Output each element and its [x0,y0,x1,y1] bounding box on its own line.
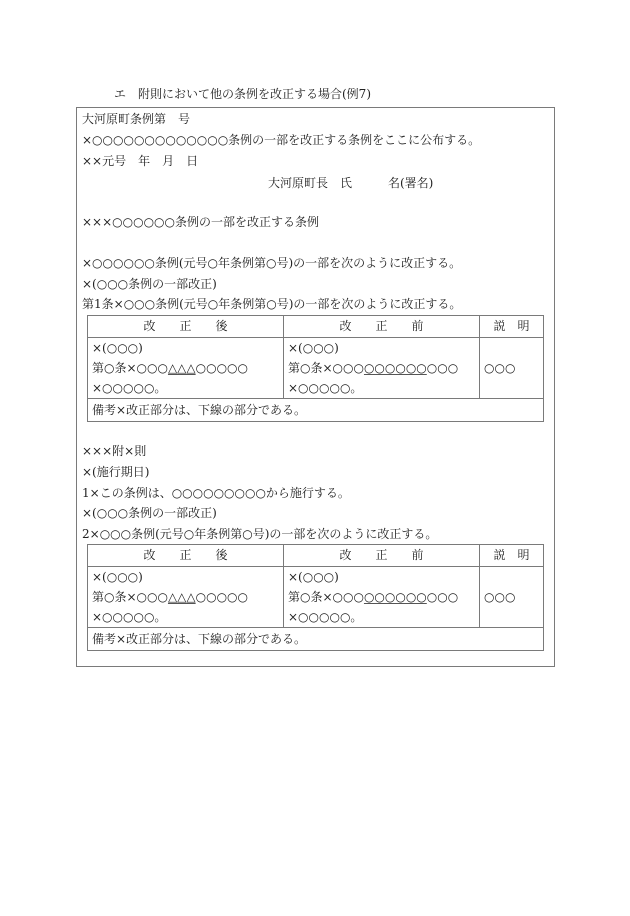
comparison-table-1 [87,315,544,422]
table-note-row [88,399,544,422]
after-line2-suffix: ○○○○○ [195,590,248,604]
section-heading: エ 附則において他の条例を改正する場合(例7) [114,87,371,101]
cell-before [284,338,480,399]
ordinance-title: ×××○○○○○○条例の一部を改正する条例 [82,215,319,229]
after-line2 [92,358,279,378]
item2-caption: ×(○○○条例の一部改正) [82,506,217,520]
cell-explanation: ○○○ [480,567,544,628]
table-note: 備考×改正部分は、下線の部分である。 [88,628,544,651]
main-clause: ×○○○○○○条例(元号○年条例第○号)の一部を次のように改正する。 [82,256,462,270]
table-note: 備考×改正部分は、下線の部分である。 [88,399,544,422]
table-row [88,338,544,399]
header-after: 改 正 後 [88,316,284,338]
after-line3: ×○○○○○。 [92,610,167,624]
after-underlined-part: △△△ [167,361,196,375]
after-line2-prefix: 第○条×○○○ [92,590,168,604]
table-header-row [88,545,544,567]
after-line1: ×(○○○) [92,570,143,584]
before-line2-prefix: 第○条×○○○ [288,590,364,604]
effective-date-text: 1×この条例は、○○○○○○○○○から施行する。 [82,486,350,500]
mayor-signature: 大河原町長 氏 名(署名) [268,176,434,190]
after-line2-suffix: ○○○○○ [195,361,248,375]
after-line1: ×(○○○) [92,341,143,355]
promulgation-text: ×○○○○○○○○○○○○○条例の一部を改正する条例をここに公布する。 [82,133,481,147]
before-underlined-part: ○○○○○○ [363,361,427,375]
cell-explanation: ○○○ [480,338,544,399]
before-line3: ×○○○○○。 [288,610,363,624]
table-row [88,567,544,628]
cell-after [88,338,284,399]
article1-caption: ×(○○○条例の一部改正) [82,277,217,291]
effective-date-caption: ×(施行期日) [82,465,150,479]
after-underlined-part: △△△ [167,590,196,604]
cell-before [284,567,480,628]
ordinance-number: 大河原町条例第 号 [82,112,191,126]
table-header-row [88,316,544,338]
header-explanation: 説 明 [480,545,544,567]
before-line1: ×(○○○) [288,570,339,584]
cell-after [88,567,284,628]
article1-text: 第1条×○○○条例(元号○年条例第○号)の一部を次のように改正する。 [82,297,462,311]
header-explanation: 説 明 [480,316,544,338]
supplementary-provisions-title: ×××附×則 [82,444,147,458]
before-line2-prefix: 第○条×○○○ [288,361,364,375]
before-line3: ×○○○○○。 [288,381,363,395]
before-underlined-part: ○○○○○○ [363,590,427,604]
before-line2-suffix: ○○○ [426,361,459,375]
header-after: 改 正 後 [88,545,284,567]
before-line2-suffix: ○○○ [426,590,459,604]
comparison-table-2 [87,544,544,651]
after-line2 [92,587,279,607]
table-note-row [88,628,544,651]
before-line2 [288,358,475,378]
before-line1: ×(○○○) [288,341,339,355]
header-before: 改 正 前 [284,316,480,338]
after-line3: ×○○○○○。 [92,381,167,395]
header-before: 改 正 前 [284,545,480,567]
promulgation-date: ××元号 年 月 日 [82,154,199,168]
before-line2 [288,587,475,607]
item2-text: 2×○○○条例(元号○年条例第○号)の一部を次のように改正する。 [82,527,438,541]
after-line2-prefix: 第○条×○○○ [92,361,168,375]
